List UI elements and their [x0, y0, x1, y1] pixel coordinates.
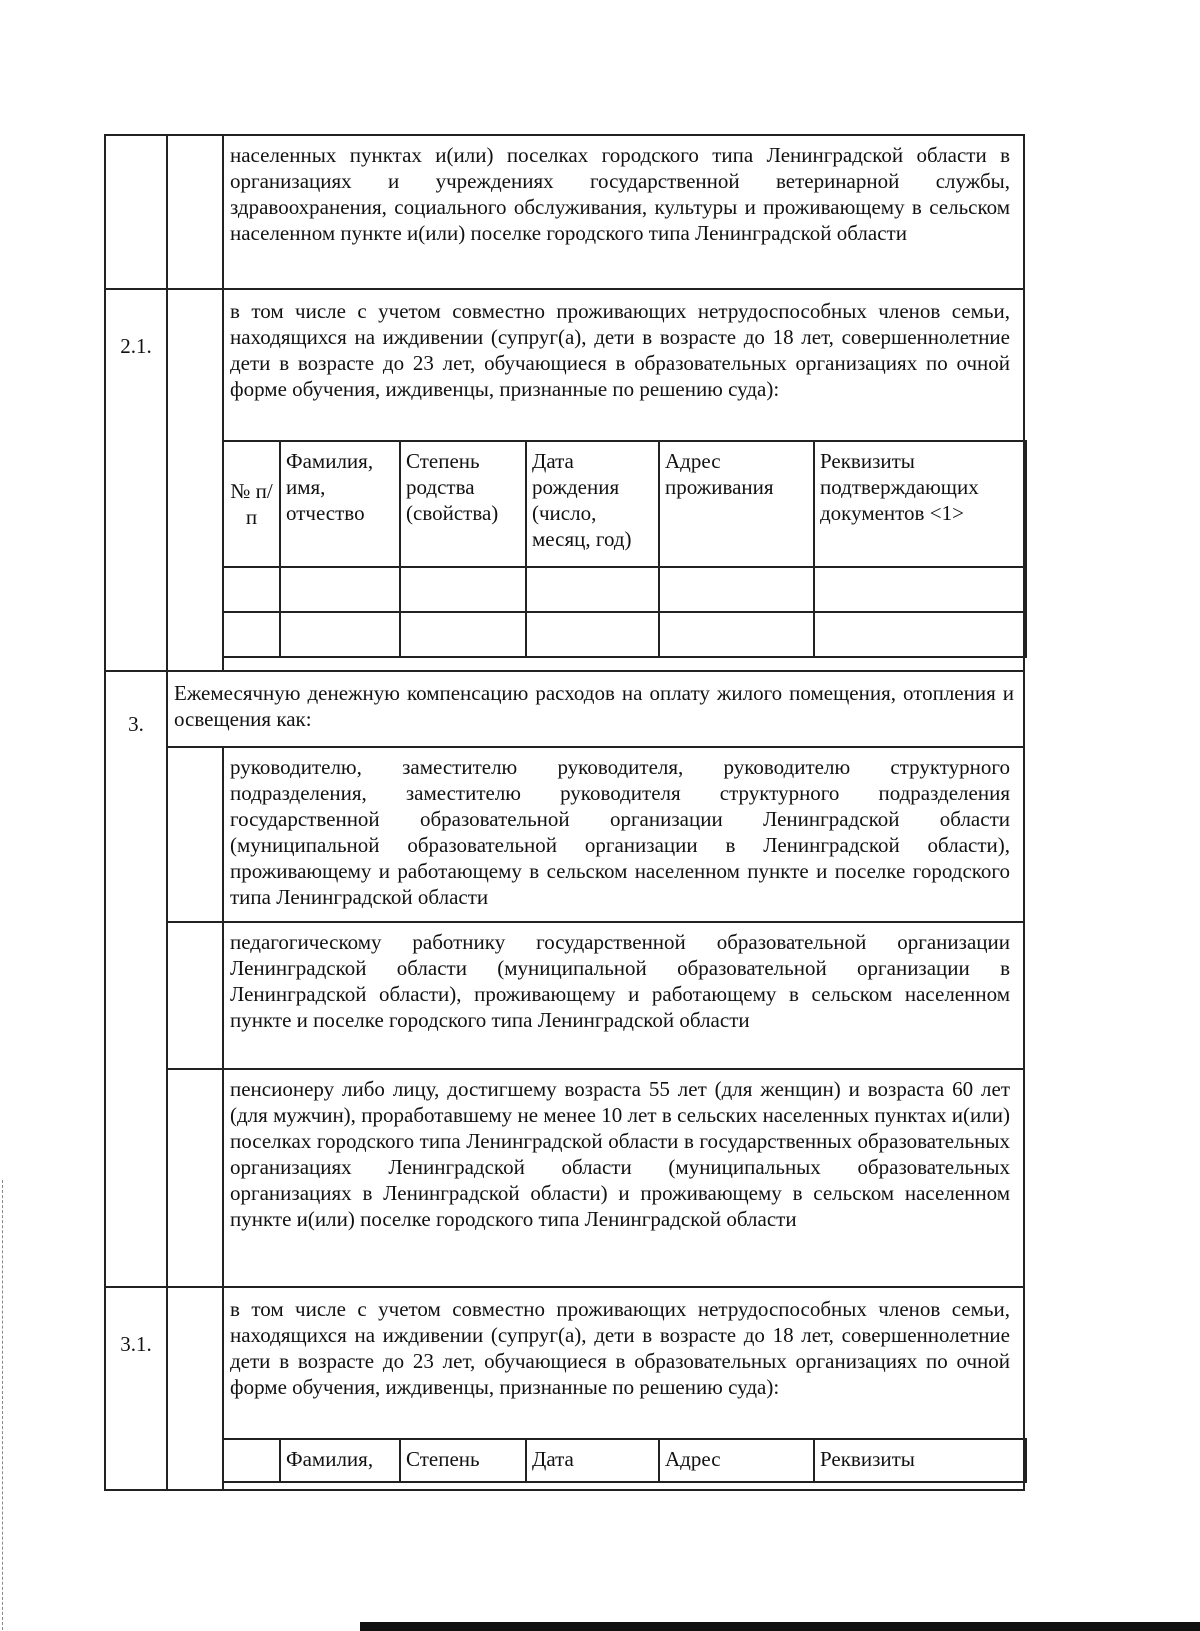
header-dob: Дата рождения (число, месяц, год): [526, 441, 659, 567]
row-section-2-continuation: [106, 136, 1023, 290]
section-3-1-text: в том числе с учетом совместно проживающих нетрудоспособных членов семьи, находящихся на иждивении (супруг(а), дети в возрасте до 18 лет, совершеннолетние дети в возрасте до 23 лет, обучающиеся в образовательных организациях по очной форме обучения, иждивенцы, признанные по решению суда):: [230, 1297, 1010, 1399]
header-dob: Дата: [526, 1439, 659, 1482]
header-number: № п/п: [223, 441, 280, 567]
dependents-table: [222, 440, 1027, 658]
row-section-2-1: [106, 290, 1023, 672]
header-docs: Реквизиты подтверждающих документов <1>: [814, 441, 1026, 567]
section-number: 3.1.: [120, 1332, 152, 1356]
header-address: Адрес проживания: [659, 441, 814, 567]
header-relation: Степень: [400, 1439, 526, 1482]
section-2-1-text: в том числе с учетом совместно проживающих нетрудоспособных членов семьи, находящихся на иждивении (супруг(а), дети в возрасте до 18 лет, совершеннолетние дети в возрасте до 23 лет, обучающиеся в образовательных организациях по очной форме обучения, иждивенцы, признанные по решению суда):: [230, 299, 1010, 401]
table-header-row: [223, 441, 1026, 567]
section-number: 3.: [128, 712, 144, 736]
header-relation: Степень родства (свойства): [400, 441, 526, 567]
section-3-text: Ежемесячную денежную компенсацию расходов на оплату жилого помещения, отопления и освещения как:: [174, 681, 1014, 731]
table-row: [223, 612, 1026, 657]
dependents-table-2: [222, 1438, 1027, 1483]
header-docs: Реквизиты: [814, 1439, 1026, 1482]
scan-artifact-bottom: [360, 1622, 1200, 1631]
section-3-item-3: пенсионеру либо лицу, достигшему возраста 55 лет (для женщин) и возраста 60 лет (для мужчин), проработавшему не менее 10 лет в сельских населенных пунктах и(или) поселках городского типа Ленинградской области в государственных образовательных организациях Ленинградской области (муниципальных образовательных организациях в Ленинградской области) и проживающему в сельском населенном пункте и(или) поселке городского типа Ленинградской области: [230, 1077, 1010, 1231]
header-address: Адрес: [659, 1439, 814, 1482]
table-header-row: [223, 1439, 1026, 1482]
table-row: [223, 567, 1026, 612]
section-number: 2.1.: [120, 334, 152, 358]
row-section-3-1: [106, 1288, 1023, 1491]
header-name: Фамилия,: [280, 1439, 400, 1482]
section-2-continuation-text: населенных пунктах и(или) поселках городского типа Ленинградской области в организациях и учреждениях государственной ветеринарной службы, здравоохранения, социального обслуживания, культуры и проживающему в сельском населенном пункте и(или) поселке городского типа Ленинградской области: [230, 143, 1010, 245]
section-3-item-2: педагогическому работнику государственной образовательной организации Ленинградской области (муниципальной образовательной организации в Ленинградской области), проживающему и работающему в сельском населенном пункте и поселке городского типа Ленинградской области: [230, 930, 1010, 1032]
section-3-item-1: руководителю, заместителю руководителя, руководителю структурного подразделения, заместителю руководителя структурного подразделения государственной образовательной организации Ленинградской области (муниципальной образовательной организации в Ленинградской области), проживающему и работающему в сельском населенном пункте и поселке городского типа Ленинградской области: [230, 755, 1010, 909]
benefits-table: [104, 134, 1025, 1491]
row-section-3: [106, 672, 1023, 1288]
header-name: Фамилия, имя, отчество: [280, 441, 400, 567]
scan-artifact-left: [2, 1180, 4, 1630]
